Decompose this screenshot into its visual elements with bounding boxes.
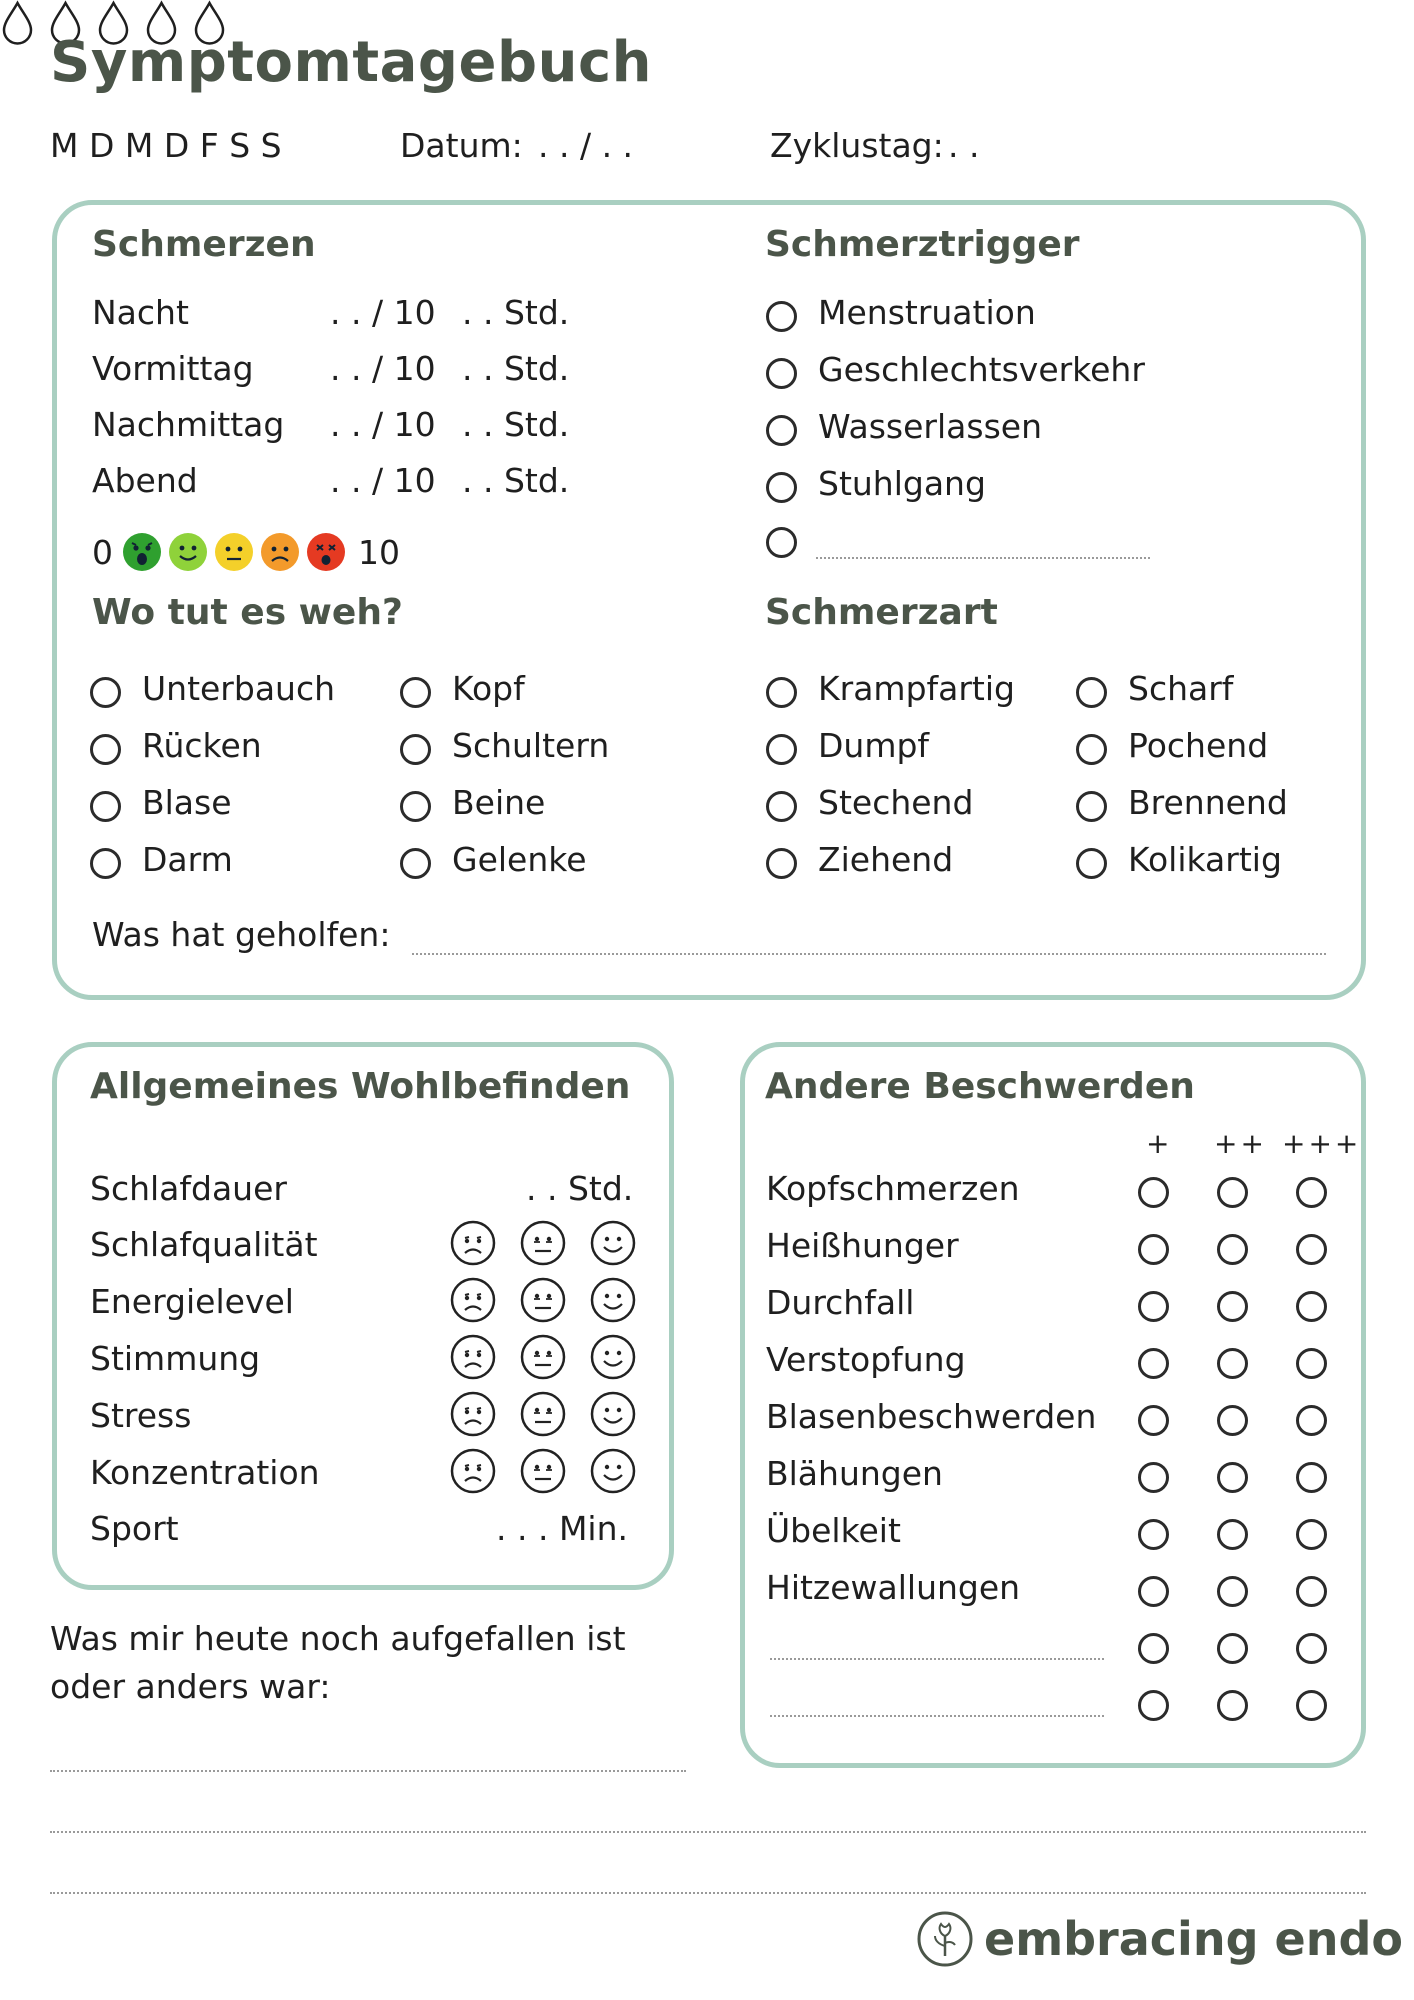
severity-checkbox[interactable] [1296, 1405, 1327, 1436]
pain-type-checkbox[interactable] [1076, 677, 1107, 708]
page-title: Symptomtagebuch [50, 30, 653, 95]
severity-checkbox[interactable] [1296, 1348, 1327, 1379]
sad-face-icon[interactable] [450, 1391, 496, 1437]
pain-hours-field[interactable]: . . Std. [462, 293, 570, 332]
location-checkbox[interactable] [400, 734, 431, 765]
severity-checkbox[interactable] [1296, 1519, 1327, 1550]
severity-checkbox[interactable] [1138, 1348, 1169, 1379]
severity-checkbox[interactable] [1138, 1291, 1169, 1322]
happy-face-icon[interactable] [590, 1448, 636, 1494]
pain-type-checkbox[interactable] [1076, 791, 1107, 822]
complaint-blank-line[interactable] [770, 1715, 1104, 1717]
trigger-heading: Schmerztrigger [765, 224, 1080, 265]
location-checkbox[interactable] [400, 791, 431, 822]
severity-checkbox[interactable] [1138, 1690, 1169, 1721]
helped-line[interactable] [412, 953, 1326, 955]
pain-level-face-icon [260, 532, 300, 572]
neutral-face-icon[interactable] [520, 1220, 566, 1266]
severity-checkbox[interactable] [1138, 1519, 1169, 1550]
location-checkbox[interactable] [90, 734, 121, 765]
wellbeing-label: Stimmung [90, 1339, 261, 1378]
severity-checkbox[interactable] [1217, 1234, 1248, 1265]
pain-type-label: Kolikartig [1128, 840, 1282, 879]
severity-checkbox[interactable] [1138, 1576, 1169, 1607]
pain-type-label: Krampfartig [818, 669, 1015, 708]
location-label: Unterbauch [142, 669, 336, 708]
severity-header: +++ [1282, 1127, 1362, 1160]
trigger-checkbox[interactable] [766, 415, 797, 446]
pain-time-label: Nacht [92, 293, 189, 332]
severity-checkbox[interactable] [1296, 1462, 1327, 1493]
pain-level-face-icon [122, 532, 162, 572]
severity-checkbox[interactable] [1296, 1690, 1327, 1721]
severity-checkbox[interactable] [1296, 1177, 1327, 1208]
notes-line[interactable] [50, 1770, 686, 1772]
neutral-face-icon[interactable] [520, 1334, 566, 1380]
sleep-duration-field[interactable]: . . Std. [526, 1169, 634, 1208]
complaint-label: Blasenbeschwerden [766, 1397, 1097, 1436]
severity-checkbox[interactable] [1217, 1519, 1248, 1550]
trigger-other-line[interactable] [816, 557, 1150, 559]
pain-score-field[interactable]: . . / 10 [330, 405, 436, 444]
severity-checkbox[interactable] [1138, 1234, 1169, 1265]
blood-drop-icon[interactable] [0, 0, 35, 46]
flower-logo-icon [916, 1910, 974, 1968]
sad-face-icon[interactable] [450, 1220, 496, 1266]
pain-hours-field[interactable]: . . Std. [462, 349, 570, 388]
pain-scale-max: 10 [358, 533, 400, 572]
complaint-label: Hitzewallungen [766, 1568, 1021, 1607]
complaint-label: Durchfall [766, 1283, 915, 1322]
wellbeing-label: Konzentration [90, 1453, 320, 1492]
trigger-label: Geschlechtsverkehr [818, 350, 1145, 389]
trigger-label: Menstruation [818, 293, 1036, 332]
brand-name: embracing endo [984, 1912, 1403, 1966]
severity-checkbox[interactable] [1296, 1291, 1327, 1322]
severity-checkbox[interactable] [1296, 1576, 1327, 1607]
helped-label: Was hat geholfen: [92, 915, 391, 954]
neutral-face-icon[interactable] [520, 1448, 566, 1494]
notes-label-line2: oder anders war: [50, 1667, 331, 1706]
complaint-label: Heißhunger [766, 1226, 959, 1265]
pain-score-field[interactable]: . . / 10 [330, 349, 436, 388]
pain-scale-min: 0 [92, 533, 113, 572]
pain-type-label: Scharf [1128, 669, 1234, 708]
pain-type-checkbox[interactable] [766, 848, 797, 879]
pain-type-checkbox[interactable] [766, 677, 797, 708]
severity-checkbox[interactable] [1217, 1291, 1248, 1322]
location-label: Beine [452, 783, 546, 822]
location-checkbox[interactable] [90, 791, 121, 822]
other-heading: Andere Beschwerden [765, 1066, 1195, 1107]
pain-hours-field[interactable]: . . Std. [462, 461, 570, 500]
severity-checkbox[interactable] [1217, 1405, 1248, 1436]
date-label: Datum: [400, 126, 523, 165]
location-checkbox[interactable] [90, 848, 121, 879]
trigger-checkbox-other[interactable] [766, 527, 797, 558]
trigger-label: Stuhlgang [818, 464, 986, 503]
location-checkbox[interactable] [90, 677, 121, 708]
complaint-label: Übelkeit [766, 1511, 901, 1550]
location-label: Blase [142, 783, 232, 822]
severity-checkbox[interactable] [1217, 1177, 1248, 1208]
happy-face-icon[interactable] [590, 1334, 636, 1380]
severity-checkbox[interactable] [1296, 1633, 1327, 1664]
cycle-day-label: Zyklustag: [770, 126, 944, 165]
pain-type-checkbox[interactable] [766, 734, 797, 765]
location-checkbox[interactable] [400, 848, 431, 879]
pain-type-label: Ziehend [818, 840, 954, 879]
pain-type-label: Brennend [1128, 783, 1288, 822]
location-label: Schultern [452, 726, 610, 765]
pain-type-label: Dumpf [818, 726, 930, 765]
severity-checkbox[interactable] [1138, 1405, 1169, 1436]
pain-type-checkbox[interactable] [766, 791, 797, 822]
severity-checkbox[interactable] [1217, 1576, 1248, 1607]
date-field[interactable]: . . / . . [538, 126, 634, 165]
weekday-letters[interactable]: M D M D F S S [50, 126, 282, 165]
complaint-label: Kopfschmerzen [766, 1169, 1020, 1208]
pain-score-field[interactable]: . . / 10 [330, 461, 436, 500]
happy-face-icon[interactable] [590, 1391, 636, 1437]
pain-type-label: Pochend [1128, 726, 1269, 765]
location-label: Gelenke [452, 840, 587, 879]
severity-checkbox[interactable] [1217, 1348, 1248, 1379]
location-heading: Wo tut es weh? [92, 592, 403, 633]
pain-hours-field[interactable]: . . Std. [462, 405, 570, 444]
severity-checkbox[interactable] [1138, 1177, 1169, 1208]
complaint-blank-line[interactable] [770, 1658, 1104, 1660]
notes-label-line1: Was mir heute noch aufgefallen ist [50, 1619, 626, 1658]
notes-line[interactable] [50, 1831, 1366, 1833]
wellbeing-label: Stress [90, 1396, 192, 1435]
severity-header: ++ [1214, 1127, 1267, 1160]
pain-score-field[interactable]: . . / 10 [330, 293, 436, 332]
sport-label: Sport [90, 1509, 179, 1548]
pain-heading: Schmerzen [92, 224, 316, 265]
sad-face-icon[interactable] [450, 1277, 496, 1323]
pain-level-face-icon [214, 532, 254, 572]
severity-checkbox[interactable] [1138, 1633, 1169, 1664]
severity-checkbox[interactable] [1217, 1462, 1248, 1493]
trigger-checkbox[interactable] [766, 472, 797, 503]
happy-face-icon[interactable] [590, 1220, 636, 1266]
severity-checkbox[interactable] [1217, 1633, 1248, 1664]
trigger-checkbox[interactable] [766, 301, 797, 332]
pain-level-face-icon [306, 532, 346, 572]
sleep-duration-label: Schlafdauer [90, 1169, 287, 1208]
sport-field[interactable]: . . . Min. [496, 1509, 628, 1548]
pain-type-heading: Schmerzart [765, 592, 998, 633]
severity-checkbox[interactable] [1138, 1462, 1169, 1493]
notes-line[interactable] [50, 1892, 1366, 1894]
neutral-face-icon[interactable] [520, 1277, 566, 1323]
wellbeing-label: Energielevel [90, 1282, 294, 1321]
pain-time-label: Nachmittag [92, 405, 285, 444]
pain-type-checkbox[interactable] [1076, 848, 1107, 879]
sad-face-icon[interactable] [450, 1334, 496, 1380]
location-label: Kopf [452, 669, 525, 708]
cycle-day-field[interactable]: . . [948, 126, 980, 165]
location-label: Darm [142, 840, 233, 879]
trigger-checkbox[interactable] [766, 358, 797, 389]
wellbeing-label: Schlafqualität [90, 1225, 318, 1264]
sad-face-icon[interactable] [450, 1448, 496, 1494]
severity-header: + [1146, 1127, 1173, 1160]
pain-type-label: Stechend [818, 783, 974, 822]
location-checkbox[interactable] [400, 677, 431, 708]
severity-checkbox[interactable] [1217, 1690, 1248, 1721]
severity-checkbox[interactable] [1296, 1234, 1327, 1265]
neutral-face-icon[interactable] [520, 1391, 566, 1437]
happy-face-icon[interactable] [590, 1277, 636, 1323]
location-label: Rücken [142, 726, 262, 765]
pain-time-label: Abend [92, 461, 198, 500]
pain-type-checkbox[interactable] [1076, 734, 1107, 765]
pain-time-label: Vormittag [92, 349, 254, 388]
trigger-label: Wasserlassen [818, 407, 1042, 446]
wellbeing-heading: Allgemeines Wohlbefinden [90, 1066, 631, 1107]
complaint-label: Blähungen [766, 1454, 943, 1493]
pain-level-face-icon [168, 532, 208, 572]
complaint-label: Verstopfung [766, 1340, 966, 1379]
